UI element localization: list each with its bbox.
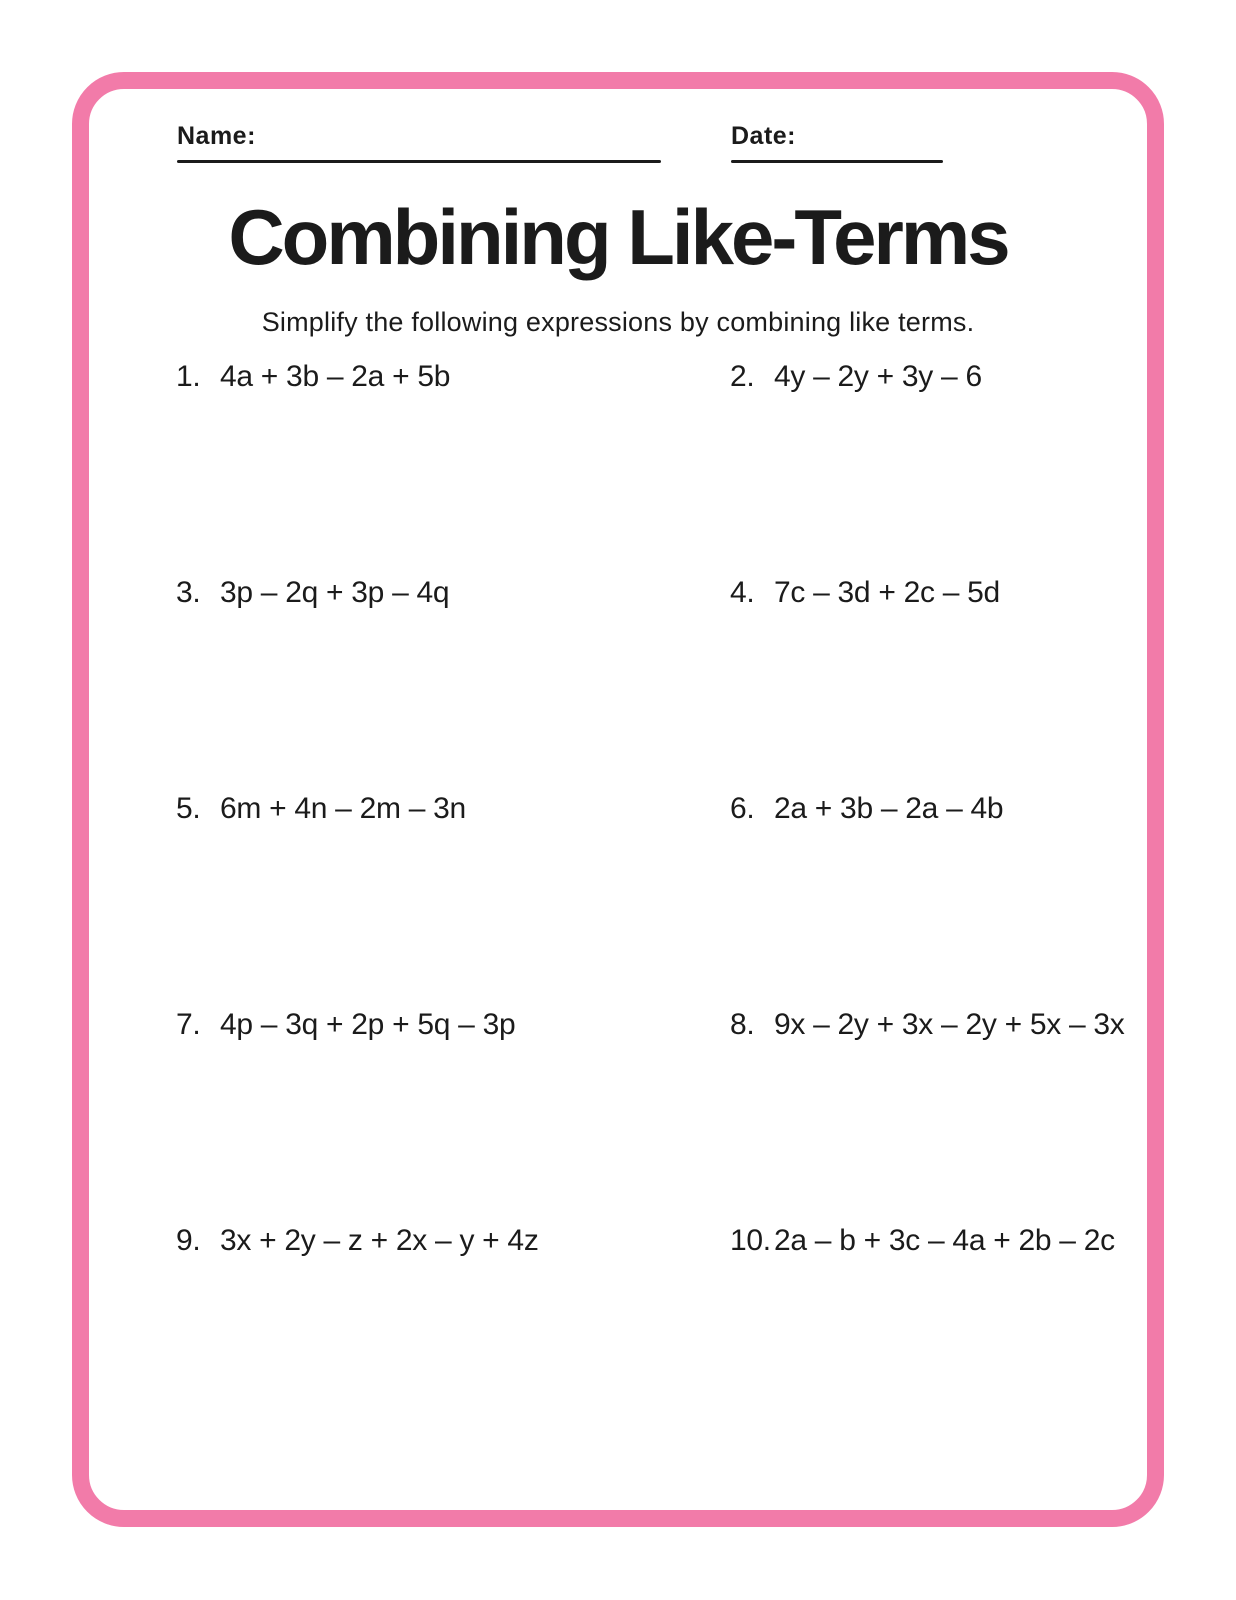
problem-expression: 4a + 3b – 2a + 5b [220, 360, 451, 393]
problems-grid [176, 360, 1125, 1440]
problem-6 [730, 792, 1088, 826]
name-label: Name: [177, 122, 256, 150]
problem-number: 7. [176, 1008, 201, 1041]
problem-5 [176, 792, 730, 826]
name-blank-line [177, 160, 661, 163]
problem-8 [730, 1008, 1125, 1042]
problem-number: 1. [176, 360, 201, 393]
page-title: Combining Like-Terms [228, 193, 1008, 281]
problem-number: 3. [176, 576, 201, 609]
date-label: Date: [731, 122, 797, 150]
problem-expression: 4y – 2y + 3y – 6 [774, 360, 982, 393]
problem-3 [176, 576, 730, 610]
problem-expression: 2a – b + 3c – 4a + 2b – 2c [774, 1224, 1115, 1257]
problem-number: 4. [730, 576, 755, 609]
problem-2 [730, 360, 1088, 394]
problem-10 [730, 1224, 1115, 1258]
problem-expression: 9x – 2y + 3x – 2y + 5x – 3x [774, 1008, 1125, 1041]
instructions-text: Simplify the following expressions by combining like terms. [261, 307, 975, 337]
problem-expression: 7c – 3d + 2c – 5d [774, 576, 1000, 609]
problem-7 [176, 1008, 730, 1042]
problem-expression: 3p – 2q + 3p – 4q [220, 576, 450, 609]
problem-number: 2. [730, 360, 755, 393]
problem-number: 10. [730, 1224, 771, 1257]
problem-expression: 6m + 4n – 2m – 3n [220, 792, 466, 825]
problem-4 [730, 576, 1088, 610]
date-blank-line [731, 160, 943, 163]
problem-expression: 2a + 3b – 2a – 4b [774, 792, 1004, 825]
problem-1 [176, 360, 730, 394]
problem-number: 5. [176, 792, 201, 825]
problem-expression: 3x + 2y – z + 2x – y + 4z [220, 1224, 539, 1257]
problem-number: 9. [176, 1224, 201, 1257]
problem-number: 8. [730, 1008, 755, 1041]
problem-expression: 4p – 3q + 2p + 5q – 3p [220, 1008, 516, 1041]
problem-number: 6. [730, 792, 755, 825]
problem-9 [176, 1224, 730, 1258]
